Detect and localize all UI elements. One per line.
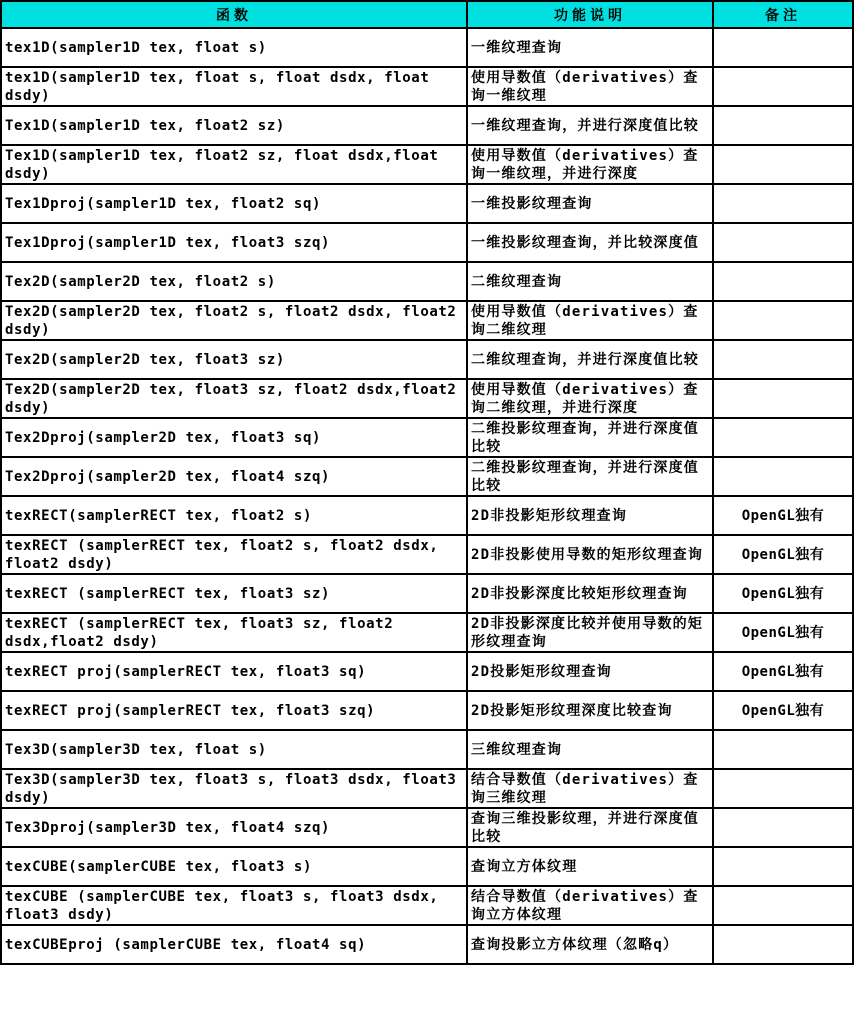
function-cell: texCUBEproj (samplerCUBE tex, float4 sq) [1, 925, 467, 964]
note-cell: OpenGL独有 [713, 691, 853, 730]
table-row [1, 574, 853, 613]
table-row [1, 28, 853, 67]
description-cell: 查询三维投影纹理，并进行深度值比较 [467, 808, 713, 847]
function-cell: Tex2Dproj(sampler2D tex, float4 szq) [1, 457, 467, 496]
description-cell: 2D投影矩形纹理深度比较查询 [467, 691, 713, 730]
table-row [1, 223, 853, 262]
table-row [1, 691, 853, 730]
note-cell [713, 67, 853, 106]
description-cell: 查询投影立方体纹理（忽略q） [467, 925, 713, 964]
table-row [1, 145, 853, 184]
note-cell [713, 730, 853, 769]
function-cell: Tex2D(sampler2D tex, float2 s, float2 dsdx, float2 dsdy) [1, 301, 467, 340]
header-row [1, 1, 853, 28]
note-cell [713, 223, 853, 262]
table-row [1, 769, 853, 808]
function-cell: Tex3Dproj(sampler3D tex, float4 szq) [1, 808, 467, 847]
function-cell: texRECT (samplerRECT tex, float3 sz) [1, 574, 467, 613]
description-cell: 二维投影纹理查询，并进行深度值比较 [467, 457, 713, 496]
function-cell: Tex3D(sampler3D tex, float3 s, float3 dsdx, float3 dsdy) [1, 769, 467, 808]
function-cell: Tex2D(sampler2D tex, float2 s) [1, 262, 467, 301]
note-cell [713, 808, 853, 847]
note-cell: OpenGL独有 [713, 574, 853, 613]
function-cell: Tex2Dproj(sampler2D tex, float3 sq) [1, 418, 467, 457]
header-note: 备注 [713, 1, 853, 28]
note-cell [713, 184, 853, 223]
note-cell: OpenGL独有 [713, 652, 853, 691]
note-cell [713, 28, 853, 67]
description-cell: 使用导数值（derivatives）查询二维纹理 [467, 301, 713, 340]
description-cell: 二维投影纹理查询，并进行深度值比较 [467, 418, 713, 457]
header-description: 功能说明 [467, 1, 713, 28]
description-cell: 一维投影纹理查询 [467, 184, 713, 223]
description-cell: 2D非投影使用导数的矩形纹理查询 [467, 535, 713, 574]
description-cell: 一维纹理查询，并进行深度值比较 [467, 106, 713, 145]
description-cell: 一维纹理查询 [467, 28, 713, 67]
description-cell: 2D非投影深度比较并使用导数的矩形纹理查询 [467, 613, 713, 652]
function-cell: Tex2D(sampler2D tex, float3 sz, float2 dsdx,float2 dsdy) [1, 379, 467, 418]
table-row [1, 847, 853, 886]
description-cell: 二维纹理查询，并进行深度值比较 [467, 340, 713, 379]
note-cell [713, 769, 853, 808]
note-cell [713, 262, 853, 301]
function-cell: texRECT (samplerRECT tex, float3 sz, float2 dsdx,float2 dsdy) [1, 613, 467, 652]
table-row [1, 67, 853, 106]
note-cell [713, 145, 853, 184]
table-row [1, 496, 853, 535]
function-cell: Tex3D(sampler3D tex, float s) [1, 730, 467, 769]
description-cell: 2D非投影深度比较矩形纹理查询 [467, 574, 713, 613]
header-function: 函数 [1, 1, 467, 28]
description-cell: 2D非投影矩形纹理查询 [467, 496, 713, 535]
note-cell [713, 340, 853, 379]
description-cell: 2D投影矩形纹理查询 [467, 652, 713, 691]
function-cell: Tex1Dproj(sampler1D tex, float2 sq) [1, 184, 467, 223]
function-cell: Tex1Dproj(sampler1D tex, float3 szq) [1, 223, 467, 262]
description-cell: 使用导数值（derivatives）查询一维纹理，并进行深度 [467, 145, 713, 184]
note-cell: OpenGL独有 [713, 613, 853, 652]
note-cell [713, 886, 853, 925]
table-row [1, 106, 853, 145]
function-cell: texRECT proj(samplerRECT tex, float3 szq) [1, 691, 467, 730]
description-cell: 二维纹理查询 [467, 262, 713, 301]
function-cell: texCUBE (samplerCUBE tex, float3 s, float3 dsdx, float3 dsdy) [1, 886, 467, 925]
table-row [1, 301, 853, 340]
note-cell [713, 379, 853, 418]
note-cell [713, 418, 853, 457]
table-row [1, 925, 853, 964]
note-cell [713, 106, 853, 145]
table-row [1, 184, 853, 223]
table-row [1, 457, 853, 496]
function-cell: Tex1D(sampler1D tex, float2 sz, float dsdx,float dsdy) [1, 145, 467, 184]
function-cell: Tex2D(sampler2D tex, float3 sz) [1, 340, 467, 379]
description-cell: 结合导数值（derivatives）查询立方体纹理 [467, 886, 713, 925]
function-cell: tex1D(sampler1D tex, float s) [1, 28, 467, 67]
description-cell: 使用导数值（derivatives）查询一维纹理 [467, 67, 713, 106]
note-cell [713, 457, 853, 496]
table-row [1, 340, 853, 379]
description-cell: 结合导数值（derivatives）查询三维纹理 [467, 769, 713, 808]
table-row [1, 886, 853, 925]
function-cell: texCUBE(samplerCUBE tex, float3 s) [1, 847, 467, 886]
note-cell: OpenGL独有 [713, 535, 853, 574]
table-row [1, 535, 853, 574]
table-row [1, 418, 853, 457]
table-row [1, 808, 853, 847]
table-row [1, 262, 853, 301]
table-row [1, 613, 853, 652]
description-cell: 一维投影纹理查询，并比较深度值 [467, 223, 713, 262]
table-row [1, 652, 853, 691]
description-cell: 使用导数值（derivatives）查询二维纹理，并进行深度 [467, 379, 713, 418]
description-cell: 三维纹理查询 [467, 730, 713, 769]
note-cell [713, 925, 853, 964]
table-row [1, 379, 853, 418]
note-cell [713, 847, 853, 886]
note-cell: OpenGL独有 [713, 496, 853, 535]
function-cell: tex1D(sampler1D tex, float s, float dsdx, float dsdy) [1, 67, 467, 106]
table-row [1, 730, 853, 769]
function-cell: Tex1D(sampler1D tex, float2 sz) [1, 106, 467, 145]
function-cell: texRECT(samplerRECT tex, float2 s) [1, 496, 467, 535]
function-cell: texRECT proj(samplerRECT tex, float3 sq) [1, 652, 467, 691]
description-cell: 查询立方体纹理 [467, 847, 713, 886]
note-cell [713, 301, 853, 340]
function-cell: texRECT (samplerRECT tex, float2 s, float2 dsdx, float2 dsdy) [1, 535, 467, 574]
